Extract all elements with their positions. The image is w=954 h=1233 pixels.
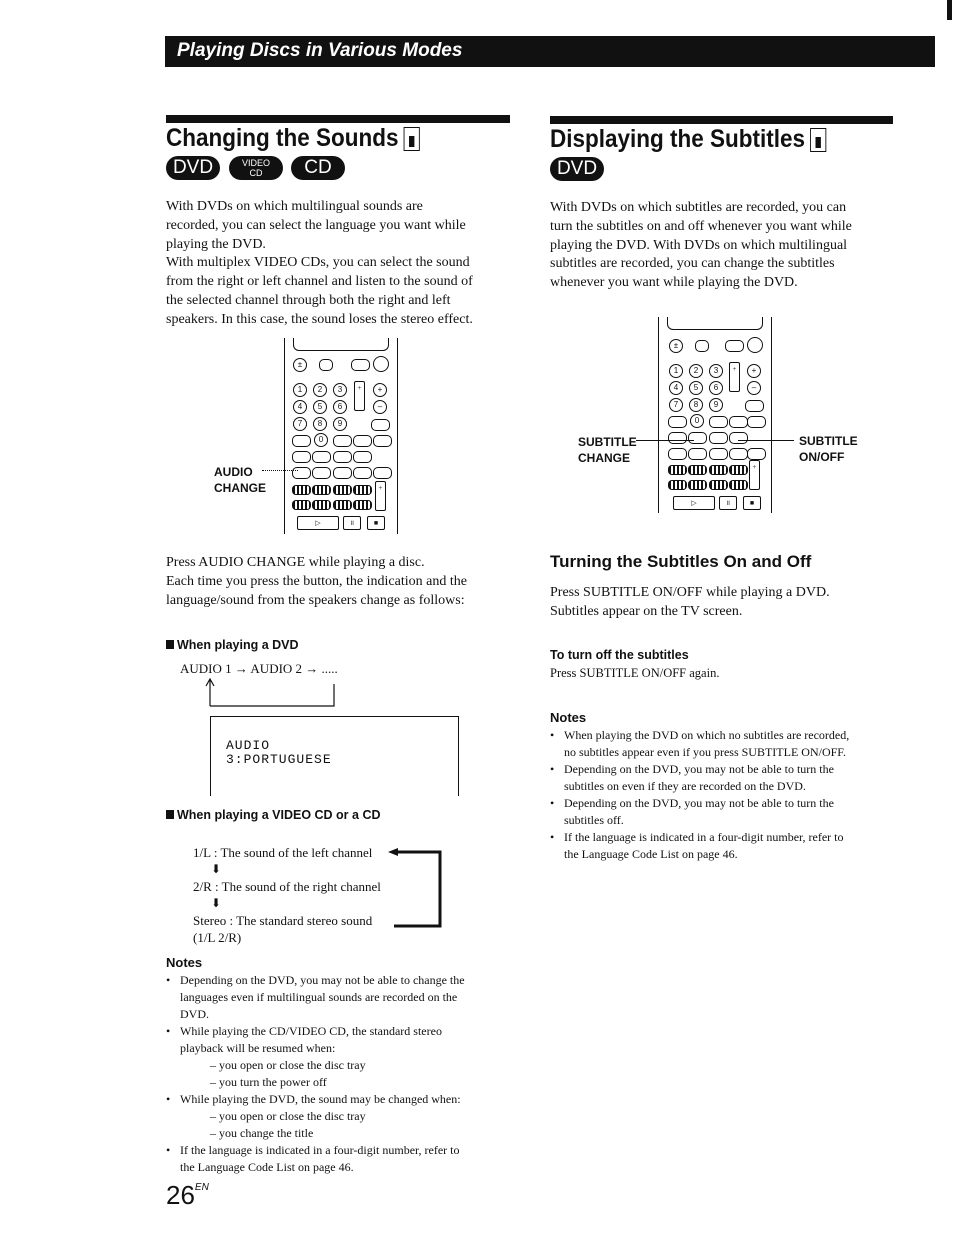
text-line: playing the DVD.: [166, 236, 266, 252]
right-title-row: [550, 125, 857, 154]
left-title-row: [166, 124, 448, 153]
subtitle-section-text: [550, 584, 900, 622]
left-notes: [166, 972, 516, 1176]
text-line: Subtitles appear on the TV screen.: [550, 603, 743, 619]
note-item: • Depending on the DVD, you may not be able to turn the subtitles off.: [550, 796, 834, 827]
video-cd-logo: VIDEO CD: [229, 156, 283, 180]
remote-illustration-right: ± 1 2 3 + + 4 5 6 – 7 8 9 0 + ▷ ॥ ■: [658, 317, 772, 513]
text-line: Each time you press the button, the indication and the: [166, 573, 467, 589]
text-line: Press AUDIO CHANGE while playing a disc.: [166, 555, 425, 570]
square-bullet-icon: [166, 810, 174, 819]
osd-display: [210, 716, 459, 796]
note-item: • If the language is indicated in a four-digit number, refer to the Language Code List on page 46.: [550, 830, 844, 861]
left-title-rule: [166, 115, 510, 123]
text-line: With multiplex VIDEO CDs, you can select the sound: [166, 255, 470, 271]
text-line: turn the subtitles on and off whenever you want while: [550, 218, 852, 234]
text-line: whenever you want while playing the DVD.: [550, 275, 798, 291]
text-line: With DVDs on which subtitles are recorded, you can: [550, 200, 847, 215]
page-number: $26^{EN}$: [166, 1180, 209, 1210]
dvd-sequence: AUDIO 1 → AUDIO 2 → .....: [180, 661, 338, 676]
channel-cycle: [193, 844, 381, 946]
text-line: recorded, you can select the language you want while: [166, 217, 466, 233]
audio-change-leader: [262, 470, 298, 471]
text-line: the selected channel through both the right and left: [166, 292, 451, 308]
osd-line: 3:PORTUGUESE: [226, 752, 332, 767]
note-item: • When playing the DVD on which no subtitles are recorded, no subtitles appear even if you press SUBTITLE ON/OFF.: [550, 728, 850, 759]
right-notes-heading: Notes: [550, 710, 587, 725]
note-item: • Depending on the DVD, you may not be able to turn the subtitles on even if they are recorded on the DVD.: [550, 762, 834, 793]
dvd-heading: When playing a DVD: [166, 638, 299, 652]
right-notes: [550, 727, 900, 863]
channel-item: 1/L : The sound of the left channel: [193, 845, 373, 860]
text-line: language/sound from the speakers change as follows:: [166, 592, 465, 608]
channel-item: (1/L 2/R): [193, 930, 242, 945]
remote-icon: [404, 127, 420, 151]
audio-change-label: AUDIO CHANGE: [214, 465, 267, 495]
cycle-arrow: [384, 846, 446, 930]
text-line: from the right or left channel and listen to the sound of: [166, 274, 473, 290]
remote-illustration-left: ± 1 2 3 + + 4 5 6 – 7 8 9 0 + ▷ ॥ ■: [284, 338, 398, 534]
subtitle-onoff-leader: [738, 440, 794, 441]
cd-logo: CD: [291, 156, 345, 180]
right-title: Displaying the Subtitles: [550, 125, 827, 154]
header-title: Playing Discs in Various Modes: [177, 40, 463, 61]
dvd-logo: DVD: [550, 157, 604, 181]
loop-arrow: [200, 676, 340, 708]
text-line: With DVDs on which multilingual sounds are: [166, 199, 423, 214]
arrow-down-icon: ⬇: [211, 896, 222, 910]
subtitle-onoff-label: SUBTITLE ON/OFF: [799, 434, 858, 464]
text-line: playing the DVD. With DVDs on which multilingual: [550, 237, 848, 253]
square-bullet-icon: [166, 640, 174, 649]
note-item: • If the language is indicated in a four-digit number, refer to the Language Code List on page 46.: [166, 1143, 460, 1174]
turnoff-text: Press SUBTITLE ON/OFF again.: [550, 666, 720, 680]
note-subitem: – you open or close the disc tray – you change the title: [210, 1109, 366, 1140]
vcd-heading: When playing a VIDEO CD or a CD: [166, 808, 381, 822]
text-line: speakers. In this case, the sound loses the stereo effect.: [166, 311, 473, 327]
right-intro: [550, 199, 900, 293]
right-title-rule: [550, 116, 893, 124]
left-notes-heading: Notes: [166, 955, 203, 970]
subtitle-change-label: SUBTITLE CHANGE: [578, 435, 637, 465]
channel-item: Stereo : The standard stereo sound: [193, 913, 373, 928]
left-press-text: [166, 554, 516, 610]
text-line: Press SUBTITLE ON/OFF while playing a DVD.: [550, 585, 830, 600]
subtitle-change-leader: [636, 440, 694, 441]
osd-line: AUDIO: [226, 738, 271, 753]
edge-tab-mark: [947, 0, 952, 20]
note-item: • Depending on the DVD, you may not be able to change the languages even if multilingual sounds are recorded on the DVD.: [166, 973, 465, 1021]
arrow-down-icon: ⬇: [211, 862, 222, 876]
subtitle-section-heading: Turning the Subtitles On and Off: [550, 552, 812, 571]
note-item: • While playing the CD/VIDEO CD, the standard stereo playback will be resumed when:: [166, 1024, 442, 1055]
note-item: • While playing the DVD, the sound may be changed when:: [166, 1092, 461, 1106]
left-intro: [166, 198, 516, 330]
remote-icon: [810, 128, 826, 152]
dvd-logo: DVD: [166, 156, 220, 180]
note-subitem: – you open or close the disc tray – you turn the power off: [210, 1058, 366, 1089]
turnoff-heading: To turn off the subtitles: [550, 648, 689, 662]
channel-item: 2/R : The sound of the right channel: [193, 879, 381, 894]
text-line: subtitles are recorded, you can change the subtitles: [550, 256, 835, 272]
left-title: Changing the Sounds: [166, 124, 420, 153]
